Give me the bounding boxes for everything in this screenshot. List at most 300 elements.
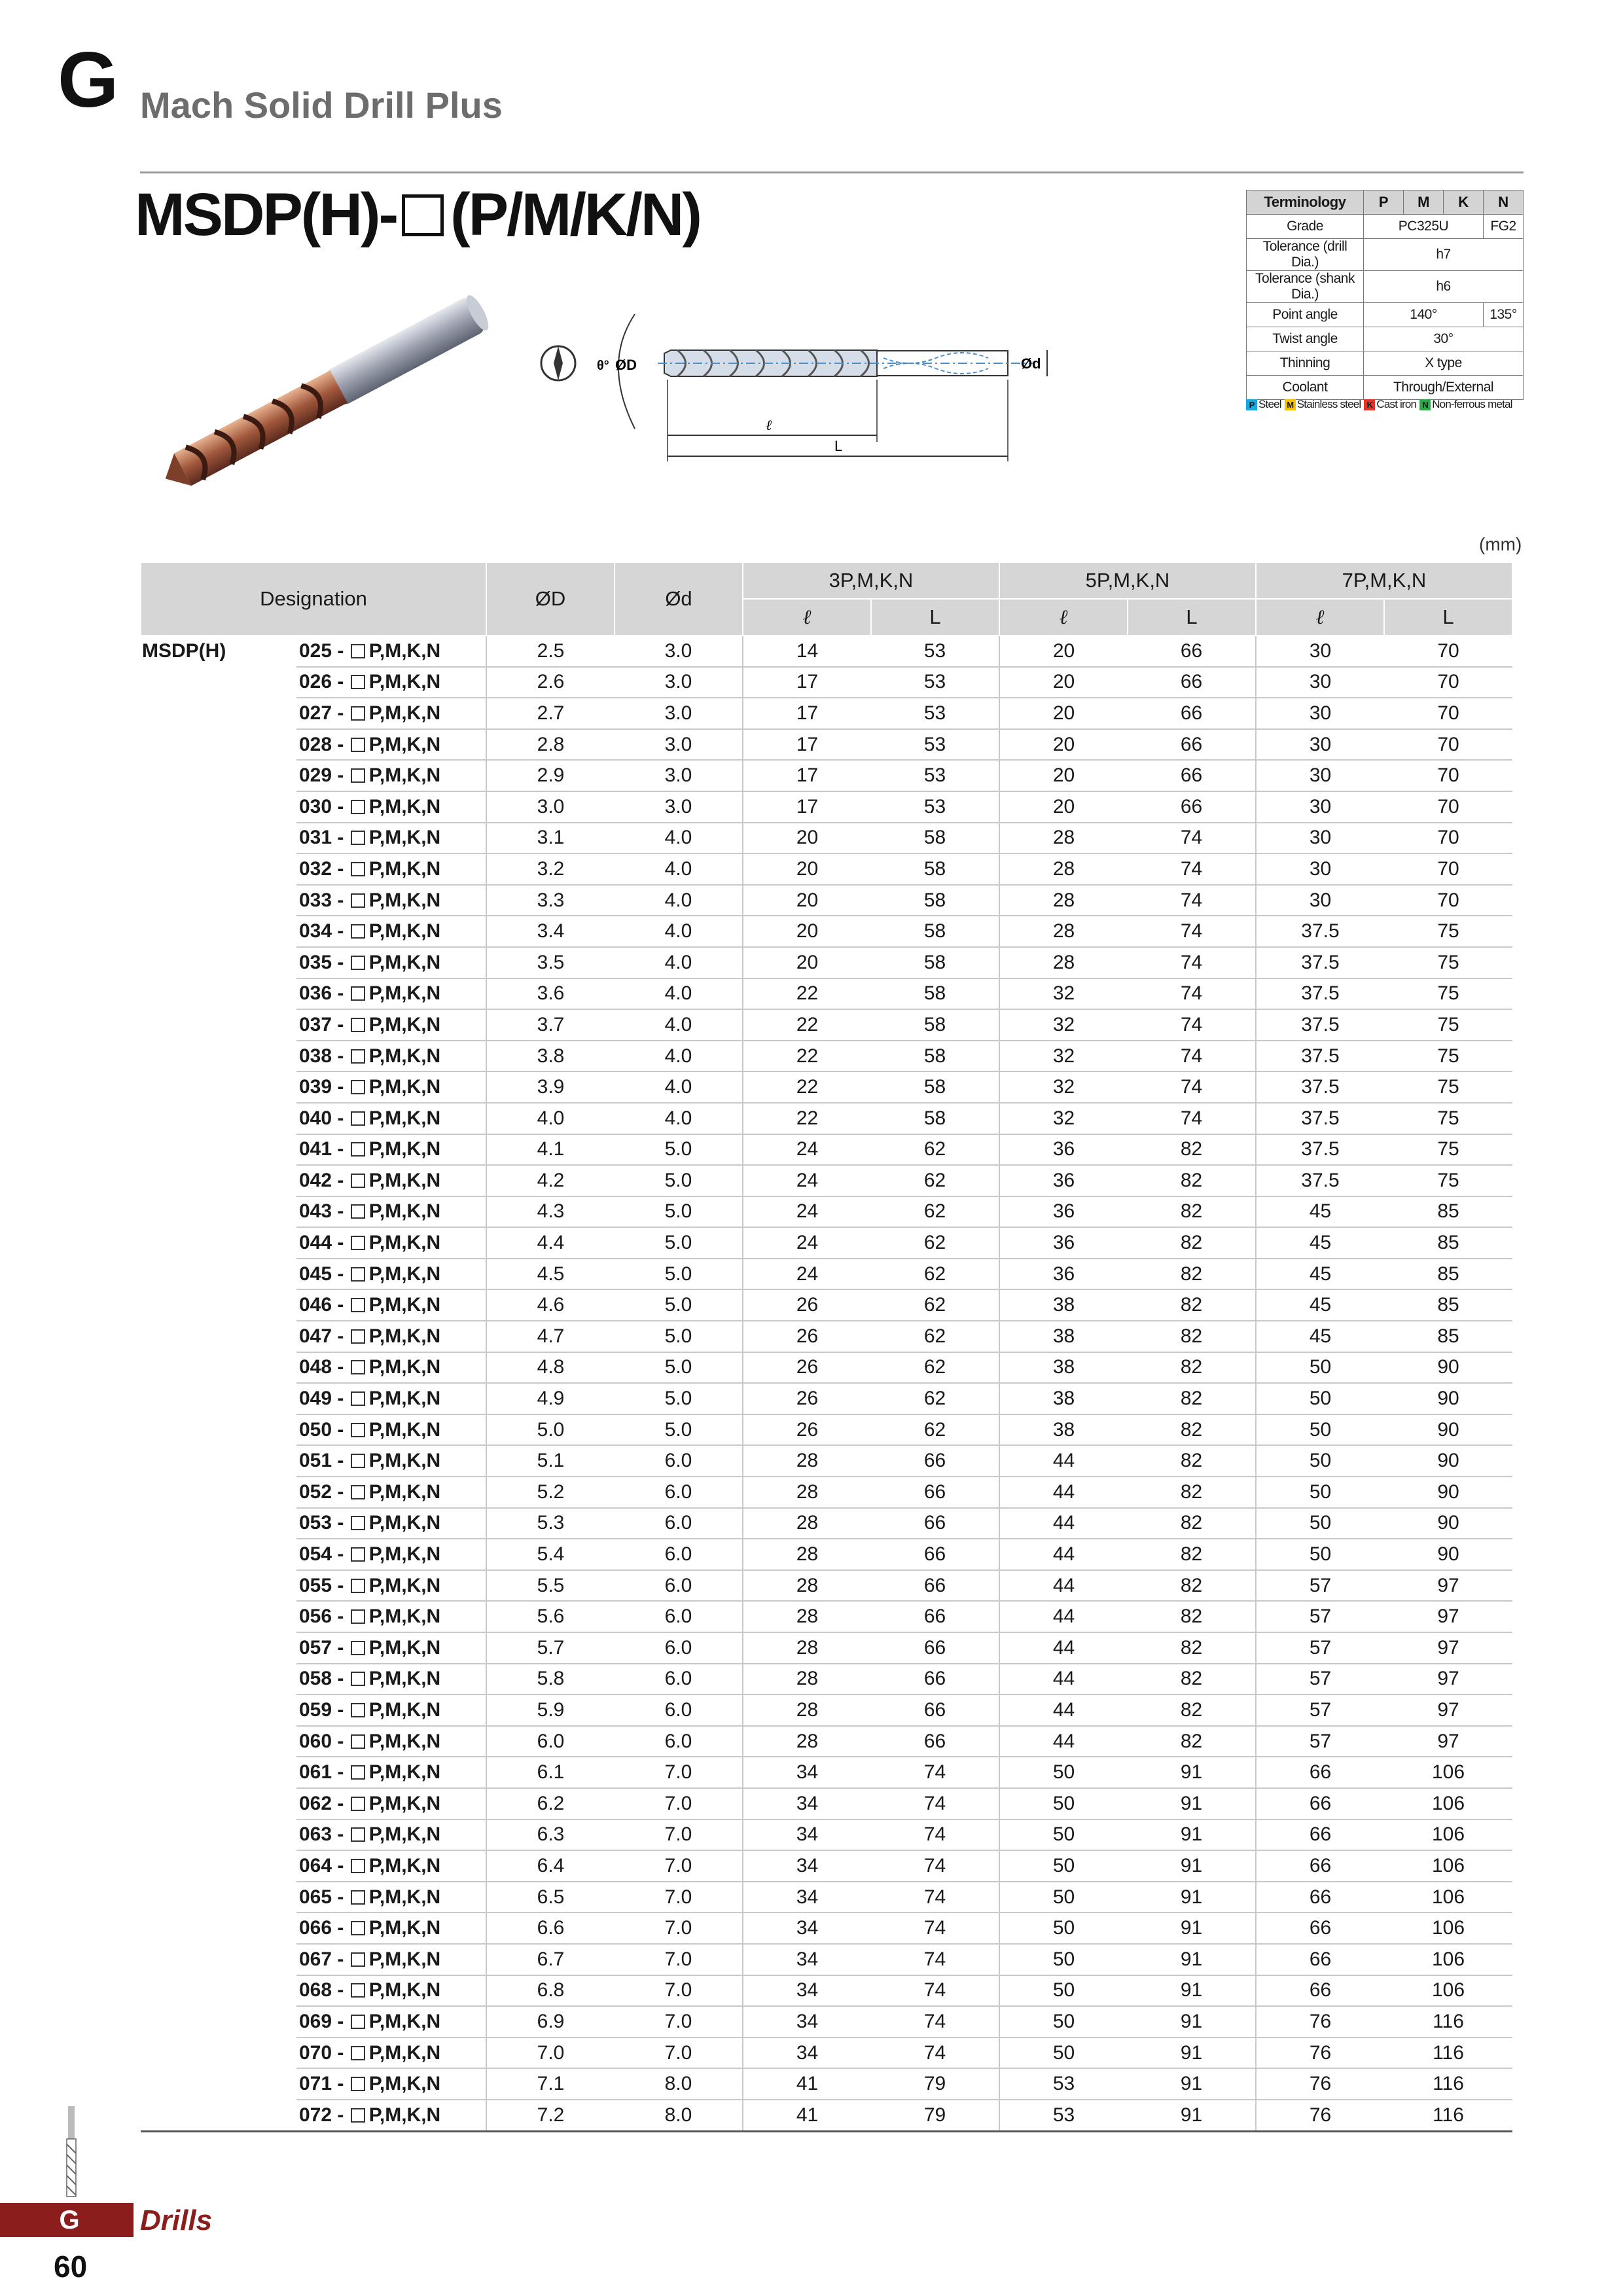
designation-suffix: P,M,K,N: [368, 1232, 441, 1254]
designation-suffix: P,M,K,N: [368, 1917, 441, 1939]
designation-code: [296, 1944, 486, 1975]
designation-suffix: P,M,K,N: [368, 1543, 441, 1566]
designation-number: 031: [299, 827, 332, 849]
overall-length-7d-cell: 97: [1384, 1601, 1512, 1632]
designation-code: [296, 1414, 486, 1446]
overall-length-3d-cell: 66: [871, 1445, 999, 1477]
table-row: [141, 636, 1512, 667]
overall-length-5d-cell: 82: [1128, 1695, 1256, 1726]
designation-suffix: P,M,K,N: [368, 764, 441, 787]
spec-value: X type: [1364, 351, 1524, 376]
drill-diameter-cell: 3.2: [486, 853, 615, 885]
designation-dash: -: [332, 1948, 349, 1970]
flute-length-5d-cell: 20: [999, 667, 1128, 698]
designation-dash: -: [332, 1512, 349, 1534]
header-drill-diameter: ØD: [486, 562, 615, 636]
shank-diameter-cell: 4.0: [615, 1041, 743, 1072]
drill-diameter-cell: 3.3: [486, 885, 615, 916]
placeholder-box-icon: [351, 1797, 365, 1811]
overall-length-3d-cell: 74: [871, 1820, 999, 1851]
shank-diameter-cell: 7.0: [615, 1882, 743, 1913]
flute-length-7d-cell: 66: [1256, 1882, 1384, 1913]
overall-length-7d-cell: 106: [1384, 1850, 1512, 1882]
placeholder-box-icon: [351, 1516, 365, 1530]
legend-item: [1419, 398, 1512, 411]
overall-length-7d-cell: 97: [1384, 1632, 1512, 1664]
drill-diameter-cell: 6.6: [486, 1912, 615, 1944]
header-flute-length: ℓ: [1256, 599, 1384, 636]
overall-length-5d-cell: 82: [1128, 1632, 1256, 1664]
drill-diameter-cell: 4.5: [486, 1259, 615, 1290]
flute-length-3d-cell: 34: [743, 1882, 871, 1913]
designation-code: [296, 698, 486, 729]
flute-length-7d-cell: 37.5: [1256, 1103, 1384, 1134]
model-prefix: MSDP(H)-: [135, 181, 397, 248]
designation-number: 045: [299, 1263, 332, 1285]
shank-diameter-cell: 3.0: [615, 698, 743, 729]
overall-length-3d-cell: 66: [871, 1477, 999, 1508]
designation-suffix: P,M,K,N: [368, 1886, 441, 1908]
overall-length-3d-cell: 66: [871, 1695, 999, 1726]
table-row: [141, 1570, 1512, 1602]
designation-prefix-empty: [141, 1912, 296, 1944]
flute-length-5d-cell: 53: [999, 2068, 1128, 2100]
table-row: [141, 1227, 1512, 1259]
designation-number: 027: [299, 702, 332, 724]
overall-length-7d-cell: 97: [1384, 1695, 1512, 1726]
designation-dash: -: [332, 1200, 349, 1223]
designation-suffix: P,M,K,N: [368, 1169, 441, 1191]
designation-number: 070: [299, 2041, 332, 2064]
overall-length-5d-cell: 74: [1128, 947, 1256, 978]
material-legend: [1246, 398, 1512, 411]
overall-length-5d-cell: 74: [1128, 885, 1256, 916]
designation-suffix: P,M,K,N: [368, 1948, 441, 1970]
designation-dash: -: [332, 1574, 349, 1596]
flute-length-7d-cell: 37.5: [1256, 916, 1384, 947]
designation-prefix-empty: [141, 1944, 296, 1975]
overall-length-3d-cell: 74: [871, 1882, 999, 1913]
overall-length-7d-cell: 70: [1384, 636, 1512, 667]
designation-prefix-empty: [141, 1695, 296, 1726]
overall-length-7d-cell: 90: [1384, 1445, 1512, 1477]
shank-diameter-label: Ød: [1021, 355, 1041, 372]
overall-length-7d-cell: 70: [1384, 853, 1512, 885]
grade-column-m: M: [1404, 190, 1444, 215]
designation-suffix: P,M,K,N: [368, 1636, 441, 1659]
designation-prefix-empty: [141, 1352, 296, 1384]
designation-prefix-empty: [141, 760, 296, 791]
overall-length-3d-cell: 58: [871, 947, 999, 978]
overall-length-3d-cell: 53: [871, 698, 999, 729]
designation-number: 034: [299, 920, 332, 942]
shank-diameter-cell: 6.0: [615, 1477, 743, 1508]
designation-number: 052: [299, 1480, 332, 1503]
table-row: [141, 978, 1512, 1010]
overall-length-3d-cell: 62: [871, 1196, 999, 1228]
designation-dash: -: [332, 889, 349, 911]
overall-length-7d-cell: 106: [1384, 1820, 1512, 1851]
designation-code: [296, 1757, 486, 1788]
overall-length-3d-cell: 66: [871, 1539, 999, 1570]
table-row: [141, 885, 1512, 916]
drill-diameter-cell: 5.2: [486, 1477, 615, 1508]
flute-length-7d-cell: 45: [1256, 1227, 1384, 1259]
spec-row: [1247, 351, 1524, 376]
designation-dash: -: [332, 1730, 349, 1752]
designation-number: 041: [299, 1138, 332, 1160]
overall-length-3d-cell: 62: [871, 1227, 999, 1259]
designation-dash: -: [332, 764, 349, 787]
placeholder-box-icon: [351, 1111, 365, 1126]
overall-length-7d-cell: 75: [1384, 1009, 1512, 1041]
designation-dash: -: [332, 920, 349, 942]
flute-length-3d-cell: 20: [743, 885, 871, 916]
flute-length-5d-cell: 32: [999, 1009, 1128, 1041]
designation-dash: -: [332, 2073, 349, 2095]
designation-suffix: P,M,K,N: [368, 671, 441, 693]
shank-diameter-cell: 6.0: [615, 1539, 743, 1570]
header-overall-length: L: [1128, 599, 1256, 636]
placeholder-box-icon: [351, 862, 365, 876]
flute-length-7d-cell: 37.5: [1256, 978, 1384, 1010]
flute-length-7d-cell: 76: [1256, 2068, 1384, 2100]
overall-length-5d-cell: 74: [1128, 978, 1256, 1010]
designation-code: [296, 916, 486, 947]
overall-length-5d-cell: 74: [1128, 1041, 1256, 1072]
designation-code: [296, 1570, 486, 1602]
overall-length-3d-cell: 58: [871, 823, 999, 854]
placeholder-box-icon: [351, 1018, 365, 1032]
flute-length-5d-cell: 38: [999, 1383, 1128, 1414]
drill-diameter-cell: 6.0: [486, 1726, 615, 1757]
designation-number: 066: [299, 1917, 332, 1939]
overall-length-3d-cell: 53: [871, 760, 999, 791]
designation-dash: -: [332, 795, 349, 817]
drill-diameter-cell: 3.6: [486, 978, 615, 1010]
flute-length-3d-cell: 28: [743, 1508, 871, 1539]
flute-length-7d-cell: 50: [1256, 1383, 1384, 1414]
table-row: [141, 1539, 1512, 1570]
designation-prefix-empty: [141, 1850, 296, 1882]
overall-length-3d-cell: 58: [871, 1041, 999, 1072]
flute-length-5d-cell: 50: [999, 1850, 1128, 1882]
designation-prefix-empty: [141, 1289, 296, 1321]
designation-dash: -: [332, 1138, 349, 1160]
designation-suffix: P,M,K,N: [368, 920, 441, 942]
flute-length-5d-cell: 38: [999, 1321, 1128, 1352]
placeholder-box-icon: [351, 1579, 365, 1593]
spec-value: Through/External: [1364, 376, 1524, 400]
drill-diameter-cell: 6.1: [486, 1757, 615, 1788]
spec-value: 140°: [1364, 303, 1484, 327]
designation-number: 038: [299, 1045, 332, 1067]
designation-code: [296, 1820, 486, 1851]
header-designation: Designation: [141, 562, 486, 636]
shank-diameter-cell: 5.0: [615, 1352, 743, 1384]
legend-label: Stainless steel: [1296, 398, 1361, 410]
overall-length-5d-cell: 82: [1128, 1352, 1256, 1384]
overall-length-3d-cell: 62: [871, 1352, 999, 1384]
flute-length-5d-cell: 36: [999, 1196, 1128, 1228]
shank-diameter-cell: 6.0: [615, 1445, 743, 1477]
overall-length-5d-cell: 66: [1128, 667, 1256, 698]
placeholder-box-icon: [351, 800, 365, 814]
designation-prefix-empty: [141, 1632, 296, 1664]
designation-code: [296, 1664, 486, 1695]
section-title: Mach Solid Drill Plus: [140, 84, 503, 126]
overall-length-5d-cell: 82: [1128, 1196, 1256, 1228]
legend-swatch: M: [1285, 399, 1296, 410]
overall-length-7d-cell: 75: [1384, 1071, 1512, 1103]
flute-length-5d-cell: 50: [999, 1820, 1128, 1851]
table-row: [141, 1850, 1512, 1882]
flute-length-7d-cell: 45: [1256, 1321, 1384, 1352]
overall-length-3d-cell: 74: [871, 1975, 999, 2007]
designation-prefix-empty: [141, 1788, 296, 1820]
overall-length-7d-cell: 90: [1384, 1383, 1512, 1414]
section-letter: G: [58, 36, 119, 124]
flute-length-5d-cell: 50: [999, 1944, 1128, 1975]
flute-length-3d-cell: 26: [743, 1352, 871, 1384]
drill-diameter-cell: 3.7: [486, 1009, 615, 1041]
overall-length-5d-cell: 91: [1128, 1944, 1256, 1975]
designation-dash: -: [332, 1450, 349, 1472]
flute-length-3d-cell: 28: [743, 1539, 871, 1570]
designation-dash: -: [332, 733, 349, 755]
shank-diameter-cell: 3.0: [615, 729, 743, 761]
flute-length-7d-cell: 57: [1256, 1695, 1384, 1726]
placeholder-box-icon: [351, 1983, 365, 1998]
flute-length-3d-cell: 41: [743, 2068, 871, 2100]
designation-dash: -: [332, 671, 349, 693]
overall-length-5d-cell: 91: [1128, 1757, 1256, 1788]
table-row: [141, 947, 1512, 978]
overall-length-7d-cell: 85: [1384, 1321, 1512, 1352]
overall-length-7d-cell: 75: [1384, 1165, 1512, 1196]
designation-prefix-empty: [141, 1445, 296, 1477]
placeholder-box-icon: [351, 1267, 365, 1282]
overall-length-3d-cell: 62: [871, 1259, 999, 1290]
designation-number: 061: [299, 1761, 332, 1784]
designation-code: [296, 1850, 486, 1882]
drill-diameter-cell: 2.6: [486, 667, 615, 698]
overall-length-3d-cell: 66: [871, 1632, 999, 1664]
shank-diameter-cell: 6.0: [615, 1570, 743, 1602]
flute-length-3d-cell: 34: [743, 1975, 871, 2007]
designation-suffix: P,M,K,N: [368, 951, 441, 973]
shank-diameter-cell: 6.0: [615, 1726, 743, 1757]
angle-label: θ°: [597, 359, 609, 373]
overall-length-3d-cell: 53: [871, 791, 999, 823]
flute-length-5d-cell: 44: [999, 1445, 1128, 1477]
placeholder-box-icon: [351, 1080, 365, 1094]
designation-dash: -: [332, 982, 349, 1005]
overall-length-3d-cell: 58: [871, 885, 999, 916]
designation-number: 065: [299, 1886, 332, 1908]
flute-length-7d-cell: 37.5: [1256, 1165, 1384, 1196]
shank-diameter-cell: 4.0: [615, 1103, 743, 1134]
flute-length-3d-cell: 22: [743, 1041, 871, 1072]
overall-length-3d-cell: 62: [871, 1289, 999, 1321]
flute-length-7d-cell: 37.5: [1256, 1134, 1384, 1166]
flute-length-3d-cell: 24: [743, 1259, 871, 1290]
overall-length-5d-cell: 74: [1128, 916, 1256, 947]
placeholder-box-icon: [351, 1391, 365, 1406]
overall-length-7d-cell: 75: [1384, 1134, 1512, 1166]
designation-prefix-empty: [141, 1134, 296, 1166]
placeholder-box-icon: [351, 2015, 365, 2029]
designation-prefix-empty: [141, 2006, 296, 2037]
designation-code: [296, 1289, 486, 1321]
designation-prefix-empty: [141, 1882, 296, 1913]
designation-suffix: P,M,K,N: [368, 1574, 441, 1596]
shank-diameter-cell: 6.0: [615, 1664, 743, 1695]
overall-length-5d-cell: 66: [1128, 729, 1256, 761]
designation-prefix-empty: [141, 1071, 296, 1103]
shank-diameter-cell: 6.0: [615, 1695, 743, 1726]
spec-label: Thinning: [1247, 351, 1364, 376]
overall-length-7d-cell: 70: [1384, 667, 1512, 698]
table-row: [141, 1695, 1512, 1726]
designation-number: 054: [299, 1543, 332, 1566]
legend-swatch: K: [1364, 399, 1375, 410]
overall-length-5d-cell: 74: [1128, 1009, 1256, 1041]
flute-length-5d-cell: 44: [999, 1539, 1128, 1570]
overall-length-7d-cell: 90: [1384, 1539, 1512, 1570]
designation-prefix: MSDP(H): [142, 640, 226, 662]
grade-column-k: K: [1444, 190, 1484, 215]
designation-number: 069: [299, 2010, 332, 2032]
overall-length-5d-cell: 91: [1128, 1850, 1256, 1882]
flute-length-7d-cell: 50: [1256, 1352, 1384, 1384]
spec-row: [1247, 215, 1524, 239]
flute-length-7d-cell: 37.5: [1256, 1009, 1384, 1041]
placeholder-box-icon: [351, 1329, 365, 1344]
designation-number: 060: [299, 1730, 332, 1752]
designation-code: [296, 1165, 486, 1196]
overall-length-5d-cell: 82: [1128, 1539, 1256, 1570]
shank-diameter-cell: 7.0: [615, 1850, 743, 1882]
placeholder-box-icon: [351, 768, 365, 783]
flute-length-7d-cell: 30: [1256, 885, 1384, 916]
flute-length-3d-cell: 28: [743, 1632, 871, 1664]
table-row: [141, 1477, 1512, 1508]
header-shank-diameter: Ød: [615, 562, 743, 636]
flute-length-5d-cell: 20: [999, 636, 1128, 667]
designation-suffix: P,M,K,N: [368, 2041, 441, 2064]
dimension-table: [140, 562, 1513, 2132]
overall-length-5d-cell: 91: [1128, 2006, 1256, 2037]
designation-prefix-empty: [141, 1196, 296, 1228]
designation-number: 029: [299, 764, 332, 787]
designation-dash: -: [332, 1668, 349, 1690]
designation-prefix-empty: [141, 1508, 296, 1539]
table-row: [141, 760, 1512, 791]
shank-diameter-cell: 4.0: [615, 823, 743, 854]
flute-length-5d-cell: 20: [999, 698, 1128, 729]
table-row: [141, 2068, 1512, 2100]
grade-column-n: N: [1484, 190, 1524, 215]
designation-prefix-empty: [141, 1009, 296, 1041]
table-row: [141, 823, 1512, 854]
overall-length-7d-cell: 116: [1384, 2037, 1512, 2069]
designation-prefix-empty: [141, 1383, 296, 1414]
shank-diameter-cell: 4.0: [615, 1071, 743, 1103]
placeholder-box-icon: [351, 1174, 365, 1188]
table-row: [141, 1445, 1512, 1477]
overall-length-3d-cell: 58: [871, 1009, 999, 1041]
overall-length-3d-cell: 58: [871, 853, 999, 885]
designation-code: [296, 1227, 486, 1259]
flute-length-3d-cell: 22: [743, 1103, 871, 1134]
flute-length-3d-cell: 34: [743, 2037, 871, 2069]
designation-suffix: P,M,K,N: [368, 1388, 441, 1410]
flute-length-5d-cell: 50: [999, 2037, 1128, 2069]
placeholder-box-icon: [351, 1049, 365, 1064]
placeholder-box-icon: [351, 675, 365, 689]
designation-code: [296, 947, 486, 978]
flute-length-3d-cell: 28: [743, 1601, 871, 1632]
overall-length-7d-cell: 70: [1384, 823, 1512, 854]
designation-number: 040: [299, 1107, 332, 1129]
designation-code: [296, 791, 486, 823]
designation-dash: -: [332, 1636, 349, 1659]
designation-suffix: P,M,K,N: [368, 1480, 441, 1503]
flute-length-7d-cell: 66: [1256, 1912, 1384, 1944]
flute-length-7d-cell: 37.5: [1256, 1071, 1384, 1103]
designation-prefix-empty: [141, 1103, 296, 1134]
overall-length-7d-cell: 106: [1384, 1944, 1512, 1975]
table-row: [141, 698, 1512, 729]
designation-code: [296, 1352, 486, 1384]
designation-code: [296, 2068, 486, 2100]
drill-diameter-cell: 4.1: [486, 1134, 615, 1166]
flute-length-5d-cell: 44: [999, 1632, 1128, 1664]
flute-length-3d-cell: 34: [743, 1820, 871, 1851]
spec-label: Tolerance (shank Dia.): [1247, 271, 1364, 303]
shank-diameter-cell: 5.0: [615, 1134, 743, 1166]
shank-diameter-cell: 4.0: [615, 1009, 743, 1041]
overall-length-5d-cell: 82: [1128, 1508, 1256, 1539]
designation-dash: -: [332, 1480, 349, 1503]
flute-length-5d-cell: 28: [999, 947, 1128, 978]
drill-diameter-cell: 6.4: [486, 1850, 615, 1882]
overall-length-7d-cell: 85: [1384, 1196, 1512, 1228]
table-row: [141, 1632, 1512, 1664]
flute-length-3d-cell: 41: [743, 2100, 871, 2131]
flute-length-7d-cell: 76: [1256, 2006, 1384, 2037]
placeholder-box-icon: [351, 1765, 365, 1780]
drill-diameter-cell: 4.9: [486, 1383, 615, 1414]
spec-row: [1247, 303, 1524, 327]
flute-length-7d-cell: 50: [1256, 1414, 1384, 1446]
flute-length-3d-cell: 22: [743, 1009, 871, 1041]
designation-code: [296, 1601, 486, 1632]
table-row: [141, 1041, 1512, 1072]
designation-suffix: P,M,K,N: [368, 1854, 441, 1876]
designation-number: 055: [299, 1574, 332, 1596]
placeholder-box-icon: [351, 1827, 365, 1842]
placeholder-box-icon: [351, 644, 365, 658]
designation-number: 062: [299, 1792, 332, 1814]
designation-suffix: P,M,K,N: [368, 2010, 441, 2032]
flute-length-7d-cell: 30: [1256, 698, 1384, 729]
spec-row: [1247, 239, 1524, 271]
overall-length-5d-cell: 91: [1128, 1912, 1256, 1944]
flute-length-7d-cell: 66: [1256, 1820, 1384, 1851]
shank-diameter-cell: 4.0: [615, 947, 743, 978]
